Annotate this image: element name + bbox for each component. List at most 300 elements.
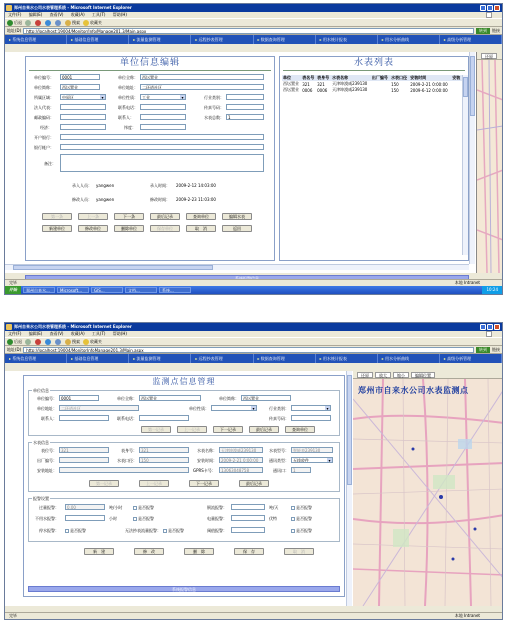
forward-button[interactable] <box>25 20 32 26</box>
nouse-alarm-unit: 小时 <box>109 516 117 521</box>
meter-body-input[interactable]: 321 <box>139 447 189 453</box>
meter-list-panel <box>279 56 469 261</box>
refresh-icon <box>45 339 51 345</box>
page-scroll-thumb[interactable] <box>470 56 475 116</box>
next-record-button[interactable]: 下一记录 <box>213 426 243 433</box>
nouse-alarm-label: 不用水报警： <box>35 516 59 521</box>
col-install[interactable]: 安装 <box>452 75 461 80</box>
cell: 321 <box>317 81 325 87</box>
taskbar <box>5 286 502 294</box>
page-scrollbar[interactable] <box>469 52 475 264</box>
menu-bar <box>5 12 502 18</box>
install-time-label: 安装时间： <box>197 458 217 463</box>
legal-label: 法人代表： <box>34 105 54 110</box>
task-item[interactable]: Microsoft... <box>57 287 89 293</box>
cell: 0006 <box>317 87 328 93</box>
account-input[interactable] <box>60 144 264 150</box>
entry-user-label: 录入人员： <box>72 183 92 188</box>
back-arrow-icon <box>7 20 13 26</box>
battery-alarm-input[interactable] <box>231 515 265 521</box>
search-icon <box>65 339 71 345</box>
back-button[interactable]: 后退 <box>7 20 22 26</box>
phone-label: 联系电话： <box>118 105 138 110</box>
save-unit-button[interactable]: 保存单位 <box>150 225 180 232</box>
map-panel[interactable] <box>353 371 502 606</box>
return-button[interactable]: 返回 <box>222 225 252 232</box>
phone-input[interactable] <box>140 104 186 110</box>
refresh-button[interactable] <box>45 20 52 26</box>
reverse-alarm-unit: 吨/天 <box>269 505 279 510</box>
search-button[interactable]: 搜索 <box>65 339 80 345</box>
unit-prop-label: 单位性质： <box>189 406 209 411</box>
back-button[interactable]: 后退 <box>7 339 22 345</box>
cell: 天津坤漠威239130 <box>332 81 368 86</box>
refresh-button[interactable] <box>45 339 52 345</box>
col-unit[interactable]: 单位 <box>283 75 291 80</box>
last-record-button[interactable]: 最后记录 <box>249 426 279 433</box>
nav-item-advanced[interactable]: ▸ 高级分析管理 <box>440 35 502 44</box>
district-select[interactable]: 中原区 ▾ <box>60 94 106 100</box>
col-pos-no[interactable]: 表名号 <box>302 75 315 80</box>
forward-arrow-icon <box>25 20 31 26</box>
page-title: 监测点信息管理 <box>152 377 216 386</box>
cell: 0006 <box>302 87 313 93</box>
content-area <box>5 52 502 273</box>
nav-item-basic-info[interactable]: ▸ 基础信息管理 <box>67 354 129 363</box>
address-input[interactable]: http://localhost:19004/Monitor/Info/Manage201.3/Main.aspx <box>23 28 474 34</box>
unit-name-label: 单位全称： <box>118 75 138 80</box>
fax-label: 传真号码： <box>269 416 289 421</box>
economy-label: 经济： <box>40 125 52 130</box>
factory-no-label: 出厂编号： <box>37 458 57 463</box>
main-nav <box>5 354 502 363</box>
battery-alarm-label: 电量报警： <box>207 516 227 521</box>
links-label[interactable]: 链接 <box>492 27 500 33</box>
economy-input[interactable] <box>60 124 106 130</box>
unit-name-input[interactable]: 西坛置业 <box>139 395 201 401</box>
mod-time-label: 修改时间： <box>150 197 170 202</box>
cell <box>371 87 390 93</box>
meter-group-label: 水表信息 <box>33 440 49 445</box>
industry-label: 行业类别： <box>269 406 289 411</box>
stop-button[interactable] <box>35 339 42 345</box>
account-label: 银行帐户： <box>34 145 54 150</box>
nav-item-advanced[interactable]: ▸ 高级分析管理 <box>440 354 502 363</box>
bank-input[interactable] <box>60 134 264 140</box>
mod-user-label: 修改人员： <box>72 197 92 202</box>
cell: 321 <box>302 81 310 87</box>
noread-alarm-label: 无法抄表流量报警： <box>125 528 161 533</box>
home-button[interactable] <box>55 339 62 345</box>
unit-no-input[interactable]: 0001 <box>59 395 99 401</box>
channel-label: 通讯口： <box>273 468 289 473</box>
cell: 西坛置业 <box>283 87 299 92</box>
meter-name-label: 水表名称： <box>197 448 217 453</box>
nav-item-flow[interactable]: ▸ 流量监测管理 <box>129 35 191 44</box>
nav-item-curve[interactable]: ▸ 用水分析曲线 <box>378 35 440 44</box>
meter-count-label: 水表总数： <box>204 115 224 120</box>
first-record-button[interactable]: 第一记录 <box>141 426 171 433</box>
first-record-button[interactable]: 第一条 <box>42 213 72 220</box>
alarm-group-label: 报警设置 <box>33 496 49 501</box>
map-edit-position-button[interactable]: 编辑位置 <box>411 372 435 378</box>
nav-item-basic-info[interactable]: ▸ 基础信息管理 <box>67 35 129 44</box>
checkbox-icon <box>291 529 295 533</box>
latitude-label: 纬度： <box>124 125 136 130</box>
nav-item-query[interactable]: ▸ 数据查询管理 <box>254 35 316 44</box>
maximize-icon[interactable] <box>487 5 493 11</box>
meter-code-label: 表位号： <box>41 448 57 453</box>
mod-time-value: 2009-2-23 11:03:00 <box>176 197 216 202</box>
meter-count-input[interactable]: 1 <box>226 114 264 120</box>
meter-name-input[interactable]: 天津坤漠威239130 <box>219 447 263 453</box>
nouse-alarm-input[interactable] <box>65 515 105 521</box>
gprs-input[interactable]: 13063048758 <box>219 467 263 473</box>
edit-meter-button[interactable]: 编辑水表 <box>222 213 252 220</box>
map-restore-button[interactable]: 还原 <box>357 372 373 378</box>
unit-type-select[interactable]: 工业 ▾ <box>140 94 186 100</box>
map-strip[interactable] <box>476 52 502 273</box>
ie-icon <box>6 324 12 330</box>
threshold-alarm-check[interactable]: 是否报警 <box>291 528 312 534</box>
stop-button[interactable] <box>35 20 42 26</box>
maximize-icon[interactable] <box>487 324 493 330</box>
windows-logo-icon <box>486 331 492 337</box>
install-addr-label: 安装地址： <box>37 468 57 473</box>
menu-edit[interactable]: 编辑(E) <box>28 331 43 336</box>
map-toolbar <box>353 371 502 379</box>
meter-code-input[interactable]: 321 <box>59 447 109 453</box>
channel-input[interactable]: 1 <box>291 467 311 473</box>
monitor-panel <box>23 375 345 597</box>
unit-prop-select[interactable] <box>211 405 257 411</box>
search-button[interactable]: 搜索 <box>65 20 80 26</box>
window-title: 郑州自来水公司水表管理系统 - Microsoft Internet Explorer <box>14 324 132 329</box>
favorites-button[interactable]: 收藏夹 <box>83 339 102 345</box>
delete-button[interactable]: 删 除 <box>184 548 214 555</box>
postcode-label: 邮政编码： <box>34 115 54 120</box>
fax-input[interactable] <box>226 104 264 110</box>
stop-icon <box>35 339 41 345</box>
menu-help[interactable]: 帮助(H) <box>112 12 127 17</box>
remark-label: 备注： <box>44 161 56 166</box>
menu-file[interactable]: 文件(F) <box>8 331 22 336</box>
reverse-alarm-input[interactable] <box>231 504 265 510</box>
home-icon <box>55 20 61 26</box>
nav-item-system[interactable]: ▸ 系统信息管理 <box>5 35 67 44</box>
meter-list-scrollbar[interactable] <box>462 75 468 255</box>
title-divider <box>29 70 271 71</box>
caliber-input[interactable]: 150 <box>139 457 189 463</box>
threshold-alarm-input[interactable] <box>231 527 265 533</box>
alarm-info-bar[interactable]: 系统报警信息 <box>28 586 340 592</box>
contact-label: 联系人： <box>41 416 57 421</box>
meter-next-button[interactable]: 下一记录 <box>189 480 219 487</box>
comm-type-select[interactable]: 无线收件 ▾ <box>291 457 333 463</box>
checkbox-icon <box>291 506 295 510</box>
address-label: 地址(D) <box>7 27 22 33</box>
unit-no-input[interactable]: 0001 <box>60 74 100 80</box>
start-button[interactable]: 开始 <box>5 286 21 294</box>
unit-abbr-label: 单位简称： <box>219 396 239 401</box>
task-item[interactable]: GIS... <box>91 287 123 293</box>
unit-addr-input[interactable]: 二环道社区 <box>59 405 139 411</box>
page-hscroll-thumb[interactable] <box>13 265 213 270</box>
meter-body-label: 表身号： <box>121 448 137 453</box>
unit-group-label: 单位信息 <box>33 388 49 393</box>
page-hscrollbar[interactable] <box>5 264 469 270</box>
industry-select[interactable] <box>291 405 331 411</box>
contact-input[interactable] <box>59 415 109 421</box>
star-icon <box>83 20 89 26</box>
favorites-button[interactable]: 收藏夹 <box>83 20 102 26</box>
meter-info-group <box>28 442 340 492</box>
fax-label: 传真号码： <box>204 105 224 110</box>
home-icon <box>55 339 61 345</box>
threshold-alarm-label: 阀值报警： <box>207 528 227 533</box>
save-button[interactable]: 保 存 <box>234 548 264 555</box>
minimize-icon[interactable] <box>480 324 486 330</box>
gprs-label: GPRS卡号： <box>193 468 216 473</box>
cell <box>451 87 462 93</box>
meter-first-button[interactable]: 第一记录 <box>89 480 119 487</box>
map-strip-toolbar <box>477 52 502 60</box>
zone-text: 本地 Intranet <box>454 613 480 618</box>
phone-label: 联系电话： <box>117 416 137 421</box>
cell: 天津坤漠威239130 <box>332 87 368 92</box>
home-button[interactable] <box>55 20 62 26</box>
new-button[interactable]: 新 建 <box>84 548 114 555</box>
menu-view[interactable]: 查看(V) <box>49 331 64 336</box>
query-unit-button[interactable]: 查询单位 <box>186 213 216 220</box>
window-titlebar <box>5 323 502 331</box>
contact-input[interactable] <box>140 114 186 120</box>
contact-label: 联系人： <box>118 115 134 120</box>
toolbar <box>5 337 502 346</box>
map-title: 郑州市自来水公司水表监测点 <box>358 386 469 395</box>
flow-alarm-check[interactable]: 是否报警 <box>133 505 154 511</box>
unit-type-label: 单位性质： <box>118 95 138 100</box>
back-arrow-icon <box>7 339 13 345</box>
system-clock: 10:24 <box>482 286 502 294</box>
table-row[interactable] <box>282 87 462 93</box>
forward-arrow-icon <box>25 339 31 345</box>
address-label: 地址(D) <box>7 346 22 352</box>
nouse-alarm-check[interactable]: 是否报警 <box>133 516 154 522</box>
prev-record-button[interactable]: 上一条 <box>78 213 108 220</box>
nav-item-remote-read[interactable]: ▸ 远程抄表管理 <box>191 354 253 363</box>
col-install-time[interactable]: 安装时间 <box>410 75 427 80</box>
close-icon[interactable] <box>494 5 500 11</box>
menu-tools[interactable]: 工具(T) <box>91 12 106 17</box>
menu-edit[interactable]: 编辑(E) <box>28 12 43 17</box>
alarm-setting-group <box>28 498 340 542</box>
page-scrollbar[interactable] <box>346 371 352 606</box>
go-button[interactable]: 转到 <box>476 28 490 34</box>
legal-input[interactable] <box>60 104 106 110</box>
map-zoom-out-button[interactable]: 缩小 <box>393 372 409 378</box>
unit-addr-label: 单位地址： <box>37 406 57 411</box>
cell: 150 <box>391 81 399 87</box>
meter-model-input[interactable]: 智能表239130 <box>291 447 333 453</box>
screenshot-unit-editor <box>4 3 503 295</box>
industry-label: 行业类别： <box>204 95 224 100</box>
battery-alarm-unit: 伏特 <box>269 516 277 521</box>
modify-unit-button[interactable]: 修改单位 <box>78 225 108 232</box>
address-bar <box>5 27 502 35</box>
flow-alarm-unit: 吨/小时 <box>109 505 123 510</box>
nav-item-system[interactable]: ▸ 系统信息管理 <box>5 354 67 363</box>
close-icon[interactable] <box>494 324 500 330</box>
search-icon <box>65 20 71 26</box>
menu-tools[interactable]: 工具(T) <box>91 331 106 336</box>
flow-alarm-label: 过量报警： <box>39 505 59 510</box>
industry-input[interactable] <box>226 94 264 100</box>
entry-time-value: 2009-2-12 14:03:00 <box>176 183 216 188</box>
noread-alarm-check[interactable]: 是否报警 <box>163 528 184 534</box>
menu-favorites[interactable]: 收藏(A) <box>70 12 85 17</box>
address-input[interactable]: http://localhost:19004/MonitorInfoManage201.3/Main.aspx <box>23 347 474 353</box>
checkbox-icon <box>133 517 137 521</box>
col-factory-no[interactable]: 出厂编号 <box>371 75 388 80</box>
fax-input[interactable] <box>291 415 331 421</box>
go-button[interactable]: 转到 <box>476 347 490 353</box>
col-caliber[interactable]: 水表口径 <box>391 75 408 80</box>
task-item[interactable]: 文档... <box>125 287 157 293</box>
reverse-alarm-label: 倒流报警： <box>207 505 227 510</box>
star-icon <box>83 339 89 345</box>
stop-alarm-check[interactable]: 是否报警 <box>65 528 86 534</box>
menu-bar <box>5 331 502 337</box>
install-addr-input[interactable] <box>59 467 189 473</box>
menu-help[interactable]: 帮助(H) <box>112 331 127 336</box>
flow-alarm-input[interactable]: 0.00 <box>65 504 105 510</box>
links-label[interactable]: 链接 <box>492 346 500 352</box>
task-item[interactable]: 郑州自来水... <box>23 287 55 293</box>
nav-item-query[interactable]: ▸ 数据查询管理 <box>254 354 316 363</box>
unit-abbr-label: 单位简称： <box>34 85 54 90</box>
status-text: 完毕 <box>9 613 17 618</box>
latitude-input[interactable] <box>140 124 186 130</box>
page-title: 单位信息编辑 <box>119 58 180 68</box>
windows-logo-icon <box>486 12 492 18</box>
battery-alarm-check[interactable]: 是否报警 <box>291 516 312 522</box>
window-titlebar <box>5 4 502 12</box>
col-body-no[interactable]: 表身号 <box>317 75 330 80</box>
unit-addr-label: 单位地址： <box>118 85 138 90</box>
mod-user-value: yangwen <box>96 197 115 202</box>
district-label: 所属区域： <box>34 95 54 100</box>
zone-text: 本地 Intranet <box>454 280 480 285</box>
delete-unit-button[interactable]: 删除单位 <box>114 225 144 232</box>
page-scroll-thumb[interactable] <box>347 375 352 485</box>
content-area <box>5 371 502 606</box>
query-unit-button[interactable]: 查询单位 <box>285 426 315 433</box>
checkbox-icon <box>163 529 167 533</box>
nav-item-curve[interactable]: ▸ 用水分析曲线 <box>378 354 440 363</box>
address-bar <box>5 346 502 354</box>
nav-item-report[interactable]: ▸ 用水统计报表 <box>316 354 378 363</box>
list-divider <box>283 70 465 71</box>
window-title: 郑州自来水公司水表管理系统 - Microsoft Internet Explorer <box>14 5 132 10</box>
last-record-button[interactable]: 最后记录 <box>150 213 180 220</box>
modify-button[interactable]: 修 改 <box>134 548 164 555</box>
new-unit-button[interactable]: 新建单位 <box>42 225 72 232</box>
city-map-graphic <box>353 379 502 606</box>
stop-icon <box>35 20 41 26</box>
forward-button[interactable] <box>25 339 32 345</box>
scroll-thumb[interactable] <box>463 77 468 97</box>
install-time-input[interactable]: 2009-2-21 0:00:00 <box>219 457 263 463</box>
screenshot-monitor-point <box>4 322 503 620</box>
menu-favorites[interactable]: 收藏(A) <box>70 331 85 336</box>
meter-list-title: 水表列表 <box>353 58 394 68</box>
unit-abbr-input[interactable]: 西坛置业 <box>60 84 100 90</box>
meter-model-label: 水表型号： <box>269 448 289 453</box>
caliber-label: 水表口径： <box>117 458 137 463</box>
unit-info-group <box>28 390 340 436</box>
comm-type-label: 通讯类型： <box>269 458 289 463</box>
phone-input[interactable] <box>139 415 189 421</box>
cell: 2009-2-21 0:00:00 <box>410 81 448 87</box>
unit-editor-panel <box>25 56 275 261</box>
task-item[interactable]: 系统... <box>159 287 191 293</box>
status-bar <box>5 612 502 619</box>
toolbar <box>5 18 502 27</box>
prev-record-button[interactable]: 上一记录 <box>177 426 207 433</box>
unit-addr-input[interactable]: 二环道社区 <box>140 84 264 90</box>
main-nav <box>5 35 502 44</box>
nav-item-remote-read[interactable]: ▸ 远程抄表管理 <box>191 35 253 44</box>
nav-item-report[interactable]: ▸ 用水统计报表 <box>316 35 378 44</box>
unit-name-input[interactable]: 西坛置业 <box>140 74 264 80</box>
restore-button[interactable]: 还原 <box>481 53 497 59</box>
refresh-icon <box>45 20 51 26</box>
checkbox-icon <box>65 529 69 533</box>
entry-time-label: 录入时间： <box>150 183 170 188</box>
reverse-alarm-check[interactable]: 是否报警 <box>291 505 312 511</box>
unit-no-label: 单位编号： <box>34 75 54 80</box>
remark-textarea[interactable] <box>60 154 264 172</box>
stop-alarm-label: 停水报警： <box>39 528 59 533</box>
cancel-button[interactable]: 取 消 <box>284 548 314 555</box>
checkbox-icon <box>133 506 137 510</box>
meter-last-button[interactable]: 最后记录 <box>239 480 269 487</box>
cancel-button[interactable]: 取 消 <box>186 225 216 232</box>
unit-abbr-input[interactable]: 西坛置业 <box>241 395 291 401</box>
menu-file[interactable]: 文件(F) <box>8 12 22 17</box>
meter-prev-button[interactable]: 上一记录 <box>139 480 169 487</box>
map-zoom-in-button[interactable]: 放大 <box>375 372 391 378</box>
nav-item-flow[interactable]: ▸ 流量监测管理 <box>129 354 191 363</box>
col-meter-name[interactable]: 水表名称 <box>332 75 349 80</box>
cell: 西坛置业 <box>283 81 299 86</box>
checkbox-icon <box>291 517 295 521</box>
postcode-input[interactable] <box>60 114 106 120</box>
map-strip-graphic <box>477 60 502 273</box>
entry-user-value: yangwen <box>96 183 115 188</box>
menu-view[interactable]: 查看(V) <box>49 12 64 17</box>
factory-no-input[interactable] <box>59 457 109 463</box>
bank-label: 开户银行： <box>34 135 54 140</box>
unit-name-label: 单位全称： <box>117 396 137 401</box>
status-bar <box>5 279 502 286</box>
cell: 150 <box>391 87 399 93</box>
ie-icon <box>6 5 12 11</box>
next-record-button[interactable]: 下一条 <box>114 213 144 220</box>
meter-table <box>282 75 462 93</box>
minimize-icon[interactable] <box>480 5 486 11</box>
